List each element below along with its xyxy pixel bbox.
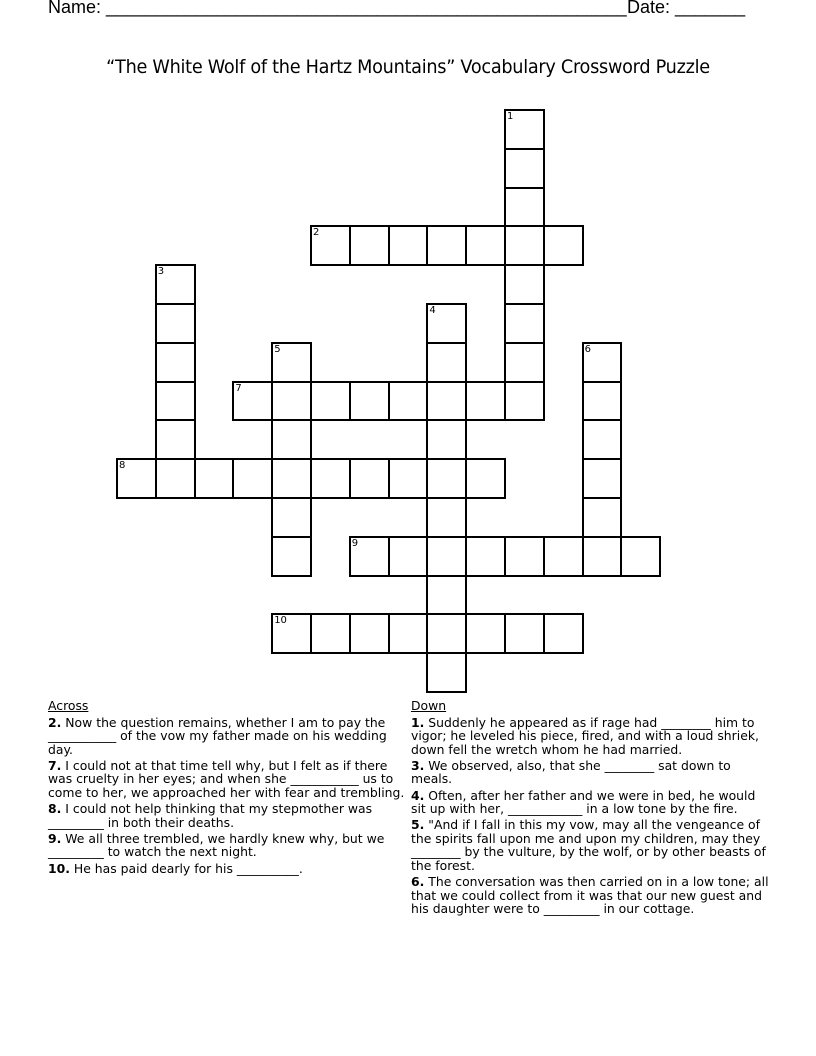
crossword-cell[interactable] [504,187,545,228]
clue-number: 4. [411,787,425,803]
across-clues [48,699,410,878]
page-title: “The White Wolf of the Hartz Mountains” Vocabulary Crossword Puzzle [106,56,710,78]
crossword-cell[interactable] [155,381,196,422]
crossword-cell[interactable] [465,381,506,422]
crossword-cell[interactable] [504,381,545,422]
crossword-cell[interactable] [426,652,467,693]
down-heading: Down [411,698,447,713]
cell-number: 9 [351,537,359,549]
cell-number: 1 [507,111,514,122]
cell-number: 4 [429,305,436,316]
clue-number: 10. [48,860,70,876]
clue-number: 5. [411,817,425,833]
crossword-cell[interactable] [426,575,467,616]
down-clues [411,699,773,918]
clue-text: Suddenly he appeared as if rage had ________ him to vigor; he leveled his piece, fired, and with a loud shriek, down fell the wretch whom he had married. [411,714,759,757]
crossword-cell[interactable] [582,458,623,499]
crossword-cell[interactable] [504,342,545,383]
crossword-cell[interactable] [426,613,467,654]
clue-number: 7. [48,757,62,773]
crossword-cell[interactable] [349,536,390,577]
crossword-cell[interactable] [465,225,506,266]
clue-across-9 [48,832,410,859]
clue-text: Often, after her father and we were in bed, he would sit up with her, ____________ in a low tone by the fire. [411,787,756,817]
crossword-cell[interactable] [349,381,390,422]
crossword-cell[interactable] [504,148,545,189]
clue-down-6 [411,875,773,916]
clue-across-7 [48,759,410,800]
crossword-cell[interactable] [582,342,623,383]
crossword-cell[interactable] [543,536,584,577]
crossword-cell[interactable] [582,497,623,538]
crossword-cell[interactable] [310,613,351,654]
clue-across-2 [48,716,410,757]
clue-text: I could not help thinking that my stepmother was _________ in both their deaths. [48,801,373,830]
clue-across-8 [48,802,410,829]
clue-number: 9. [48,830,62,846]
crossword-cell[interactable] [155,303,196,344]
crossword-cell[interactable] [155,458,196,499]
crossword-cell[interactable] [271,613,312,654]
crossword-cell[interactable] [271,458,312,499]
crossword-cell[interactable] [310,458,351,499]
crossword-cell[interactable] [426,225,467,266]
crossword-cell[interactable] [388,613,429,654]
date-field[interactable]: Date: _______ [627,0,746,17]
crossword-cell[interactable] [543,613,584,654]
crossword-cell[interactable] [271,536,312,577]
cell-number: 5 [274,343,281,355]
cell-number: 3 [157,266,165,278]
crossword-cell[interactable] [232,381,273,422]
crossword-cell[interactable] [271,342,312,383]
cell-number: 10 [274,615,287,627]
crossword-cell[interactable] [504,303,545,344]
crossword-cell[interactable] [504,613,545,654]
crossword-cell[interactable] [504,109,545,150]
crossword-cell[interactable] [388,381,429,422]
crossword-cell[interactable] [271,497,312,538]
crossword-cell[interactable] [465,536,506,577]
crossword-cell[interactable] [582,419,623,460]
clue-text: I could not at that time tell why, but I felt as if there was cruelty in her eyes; and when she ___________ us to come to her, we approached her with fear and trembling. [48,757,405,801]
crossword-cell[interactable] [504,225,545,266]
crossword-cell[interactable] [426,419,467,460]
crossword-cell[interactable] [349,613,390,654]
cell-number: 6 [584,343,591,355]
crossword-cell[interactable] [426,303,467,344]
crossword-cell[interactable] [388,536,429,577]
clue-text: Now the question remains, whether I am to pay the ___________ of the vow my father made on his wedding day. [48,714,387,757]
crossword-cell[interactable] [543,225,584,266]
crossword-cell[interactable] [155,342,196,383]
clue-number: 3. [411,757,425,773]
cell-number: 2 [313,227,320,239]
cell-number: 7 [235,382,242,394]
crossword-cell[interactable] [426,536,467,577]
crossword-cell[interactable] [620,536,661,577]
crossword-cell[interactable] [582,381,623,422]
crossword-cell[interactable] [388,225,429,266]
crossword-cell[interactable] [426,342,467,383]
crossword-cell[interactable] [426,497,467,538]
clue-down-4 [411,789,773,816]
clue-down-5 [411,818,773,872]
clue-text: We observed, also, that she ________ sat down to meals. [411,757,731,787]
clue-number: 2. [48,714,62,730]
cell-number: 8 [119,460,126,472]
clue-number: 8. [48,801,62,817]
clue-text: "And if I fall in this my vow, may all the vengeance of the spirits fall upon me and upon my children, may they ________ by the vulture, by the wolf, or by other beasts of the forest. [411,817,766,874]
clue-down-1 [411,716,773,757]
clue-number: 6. [411,874,425,890]
clue-text: The conversation was then carried on in a low tone; all that we could collect from it was that our new guest and his daughter were to _________ in our cottage. [411,874,769,917]
clue-across-10 [48,862,410,876]
crossword-cell[interactable] [504,264,545,305]
crossword-cell[interactable] [426,458,467,499]
name-field[interactable]: Name: ____________________________________________________ [48,0,627,17]
crossword-cell[interactable] [116,458,157,499]
clue-text: He has paid dearly for his __________. [69,860,303,876]
crossword-cell[interactable] [426,381,467,422]
crossword-cell[interactable] [310,381,351,422]
across-heading: Across [48,698,89,713]
crossword-cell[interactable] [349,225,390,266]
crossword-cell[interactable] [271,381,312,422]
crossword-cell[interactable] [194,458,235,499]
crossword-cell[interactable] [388,458,429,499]
crossword-cell[interactable] [465,613,506,654]
crossword-cell[interactable] [582,536,623,577]
crossword-cell[interactable] [232,458,273,499]
crossword-cell[interactable] [271,419,312,460]
crossword-cell[interactable] [465,458,506,499]
crossword-cell[interactable] [155,264,196,305]
clue-down-3 [411,759,773,786]
clue-text: We all three trembled, we hardly knew why, but we _________ to watch the next night. [48,830,385,860]
clue-number: 1. [411,714,425,730]
crossword-cell[interactable] [349,458,390,499]
crossword-cell[interactable] [310,225,351,266]
crossword-cell[interactable] [155,419,196,460]
crossword-cell[interactable] [504,536,545,577]
